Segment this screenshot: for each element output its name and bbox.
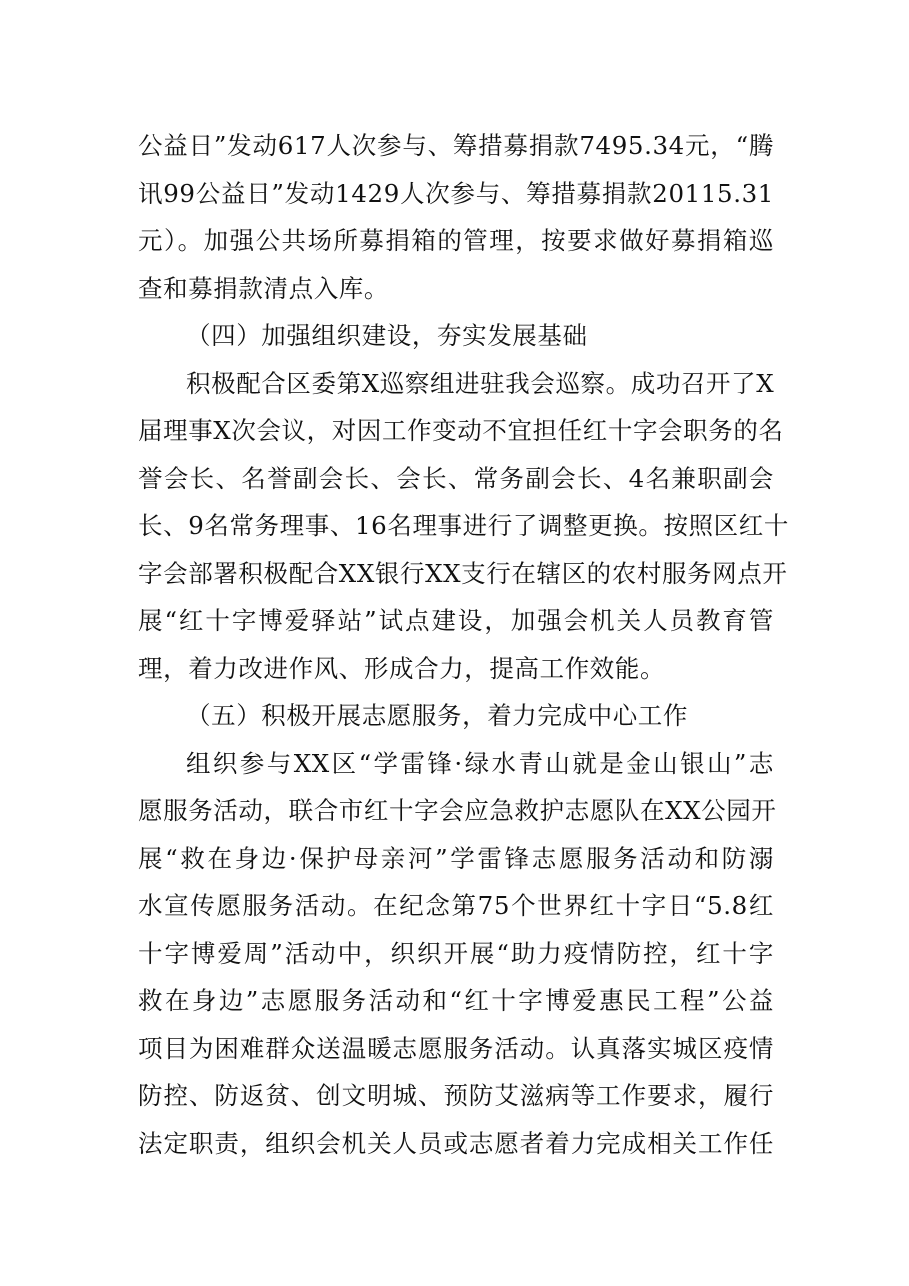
text-line: 展“红十字博爱驿站”试点建设，加强会机关人员教育管 (138, 606, 774, 635)
text-line: 元）。加强公共场所募捐箱的管理，按要求做好募捐箱巡 (138, 226, 774, 255)
section-heading-5: （五）积极开展志愿服务，着力完成中心工作 (186, 701, 688, 730)
text-line: 誉会长、名誉副会长、会长、常务副会长、4名兼职副会 (138, 463, 774, 493)
text-line: 展“救在身边·保护母亲河”学雷锋志愿服务活动和防溺 (138, 843, 774, 873)
text-line: 查和募捐款清点入库。 (138, 273, 389, 303)
text-line: 长、9名常务理事、16名理事进行了调整更换。按照区红十 (138, 511, 789, 540)
text-line: 防控、防返贫、创文明城、预防艾滋病等工作要求，履行 (138, 1081, 774, 1110)
text-line: 字会部署积极配合XX银行XX支行在辖区的农村服务网点开 (138, 558, 788, 588)
section-heading-4: （四）加强组织建设，夯实发展基础 (186, 321, 588, 350)
text-line: 水宣传愿服务活动。在纪念第75个世界红十字日“5.8红 (138, 891, 774, 920)
text-line: 项目为困难群众送温暖志愿服务活动。认真落实城区疫情 (138, 1033, 774, 1063)
text-line: 积极配合区委第X巡察组进驻我会巡察。成功召开了X (186, 368, 775, 398)
text-line: 理，着力改进作风、形成合力，提高工作效能。 (138, 653, 666, 683)
text-line: 组织参与XX区“学雷锋·绿水青山就是金山银山”志 (186, 748, 774, 778)
text-line: 救在身边”志愿服务活动和“红十字博爱惠民工程”公益 (138, 986, 774, 1015)
document-body (138, 122, 789, 1167)
text-line: 十字博爱周”活动中，织织开展“助力疫情防控，红十字 (138, 938, 774, 968)
text-line: 讯99公益日”发动1429人次参与、筹措募捐款20115.31 (138, 178, 774, 208)
text-line: 届理事X次会议，对因工作变动不宜担任红十字会职务的名 (138, 416, 784, 445)
text-line: 法定职责，组织会机关人员或志愿者着力完成相关工作任 (138, 1128, 774, 1158)
text-line: 愿服务活动，联合市红十字会应急救护志愿队在XX公园开 (138, 796, 777, 825)
text-line: 公益日”发动617人次参与、筹措募捐款7495.34元，“腾 (138, 131, 774, 160)
